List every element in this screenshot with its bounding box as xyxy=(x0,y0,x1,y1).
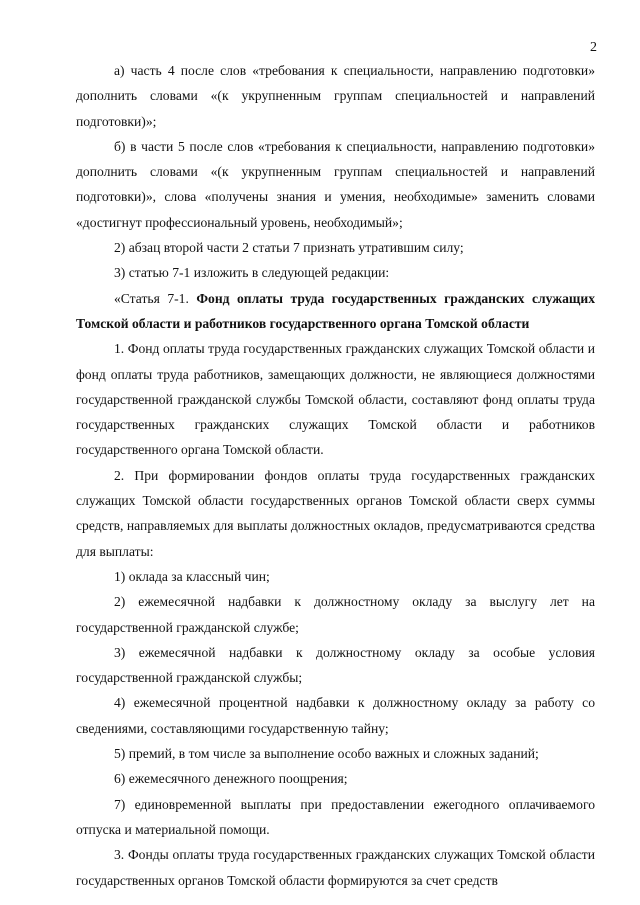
list-item-4: 4) ежемесячной процентной надбавки к должностному окладу за работу со сведениями, составляющими государственную тайну; xyxy=(76,695,595,736)
article-heading-prefix: «Статья 7-1. xyxy=(114,290,197,306)
paragraph-amend-part-4: а) часть 4 после слов «требования к специальности, направлению подготовки» дополнить словами «(к укрупненным группам специальностей и направлений подготовки)»; xyxy=(76,63,595,129)
article-paragraph-3: 3. Фонды оплаты труда государственных гражданских служащих Томской области государственных органов Томской области формируются за счет средств xyxy=(76,847,595,888)
paragraph-amend-part-5: б) в части 5 после слов «требования к специальности, направлению подготовки» дополнить словами «(к укрупненным группам специальностей и направлений подготовки)», слова «получены знания и умения, необходимые» заменить словами «достигнут профессиональный уровень, необходимый»; xyxy=(76,138,595,230)
list-item-7: 7) единовременной выплаты при предоставлении ежегодного оплачиваемого отпуска и материальной помощи. xyxy=(76,796,595,837)
paragraph-repeal-article-7: 2) абзац второй части 2 статьи 7 признать утратившим силу; xyxy=(114,240,464,256)
article-heading xyxy=(76,286,595,337)
page-number: 2 xyxy=(590,40,597,55)
article-heading-title: Фонд оплаты труда государственных гражданских служащих Томской области и работников государственного органа Томской области xyxy=(76,290,595,331)
article-paragraph-1: 1. Фонд оплаты труда государственных гражданских служащих Томской области и фонд оплаты труда работников, замещающих должности, не являющиеся должностями государственной гражданской службы Томской области, составляют фонд оплаты труда государственных гражданских служащих Томской области и работников государственного органа Томской области. xyxy=(76,341,595,458)
list-item-5: 5) премий, в том числе за выполнение особо важных и сложных заданий; xyxy=(114,746,539,762)
list-item-3: 3) ежемесячной надбавки к должностному окладу за особые условия государственной гражданской службы; xyxy=(76,644,595,686)
list-item-6: 6) ежемесячного денежного поощрения; xyxy=(114,771,348,787)
paragraph-article-7-1-intro: 3) статью 7-1 изложить в следующей редакции: xyxy=(114,265,390,281)
list-item-2: 2) ежемесячной надбавки к должностному окладу за выслугу лет на государственной гражданской службе; xyxy=(76,594,595,635)
article-paragraph-2: 2. При формировании фондов оплаты труда государственных гражданских служащих Томской области государственных органов Томской области сверх суммы средств, направляемых для выплаты должностных окладов, предусматриваются средства для выплаты: xyxy=(76,467,595,559)
document-body xyxy=(76,58,595,893)
list-item-1: 1) оклада за классный чин; xyxy=(114,568,270,584)
